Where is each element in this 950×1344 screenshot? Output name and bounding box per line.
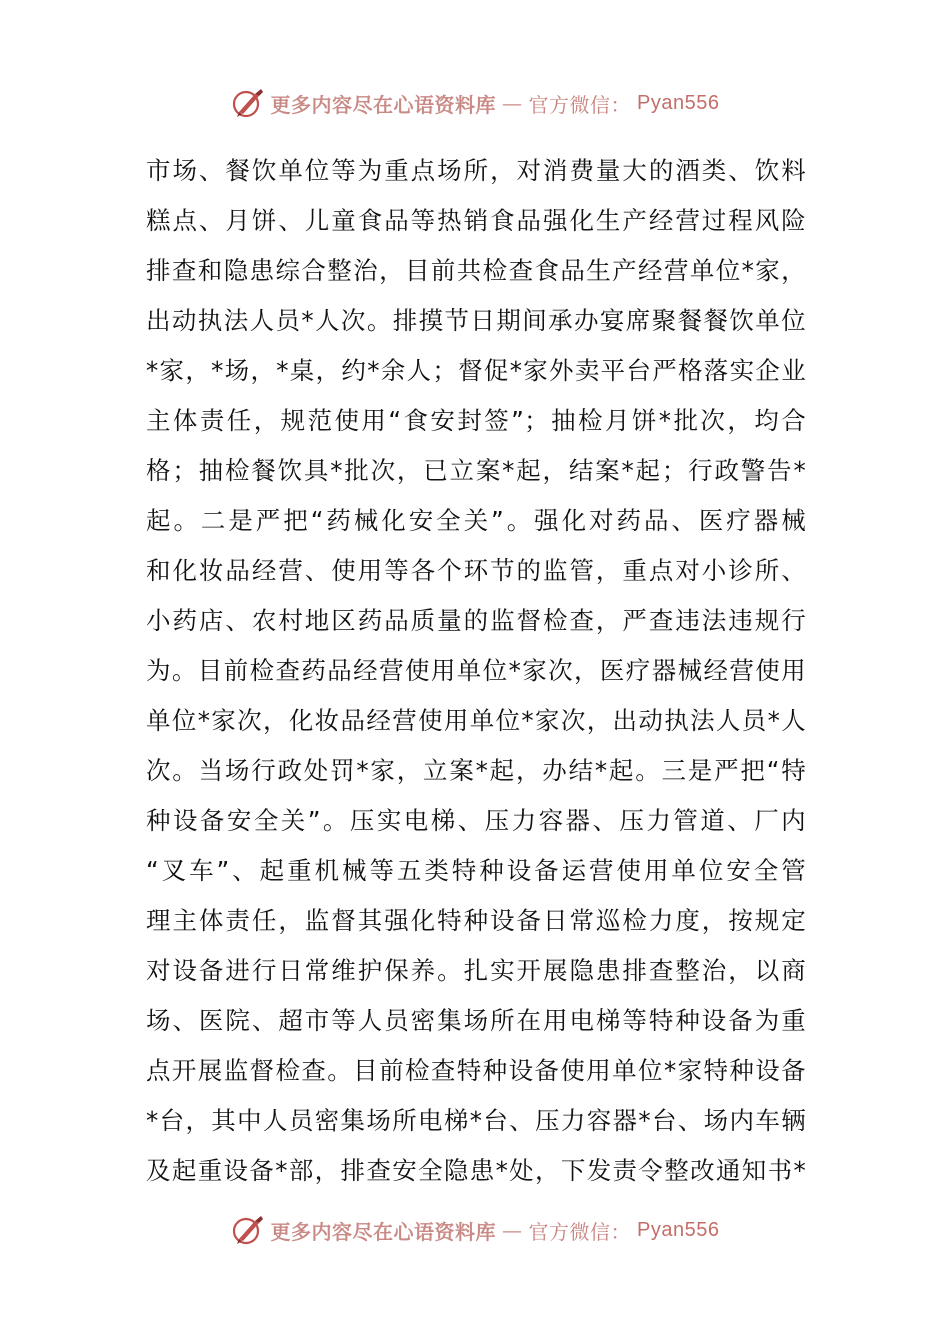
header-watermark [0, 83, 950, 123]
text-line: 小药店、农村地区药品质量的监督检查，严查违法违规行 [146, 606, 806, 635]
text-line: 市场、餐饮单位等为重点场所，对消费量大的酒类、饮料 [146, 156, 806, 185]
header-brand-text: 更多内容尽在心语资料库 [270, 92, 497, 117]
text-line: 排查和隐患综合整治，目前共检查食品生产经营单位*家， [146, 256, 806, 285]
text-line: 格；抽检餐饮具*批次，已立案*起，结案*起；行政警告* [146, 456, 806, 485]
text-line: 出动执法人员*人次。排摸节日期间承办宴席聚餐餐饮单位 [146, 306, 806, 335]
text-line: *台，其中人员密集场所电梯*台、压力容器*台、场内车辆 [146, 1106, 806, 1135]
header-separator: — [502, 91, 523, 115]
text-line: 为。目前检查药品经营使用单位*家次，医疗器械经营使用 [146, 656, 806, 685]
header-wechat-id: Pyan556 [637, 91, 720, 114]
pen-logo-icon [231, 86, 265, 120]
pen-logo-icon [231, 1213, 265, 1247]
text-line: 及起重设备*部，排查安全隐患*处，下发责令整改通知书* [146, 1156, 806, 1185]
text-line: 起。二是严把“药械化安全关”。强化对药品、医疗器械 [146, 506, 806, 535]
text-line: 单位*家次，化妆品经营使用单位*家次，出动执法人员*人 [146, 706, 806, 735]
footer-watermark [0, 1210, 950, 1250]
text-line: 和化妆品经营、使用等各个环节的监管，重点对小诊所、 [146, 556, 806, 585]
text-line: 次。当场行政处罚*家，立案*起，办结*起。三是严把“特 [146, 756, 806, 785]
footer-separator: — [502, 1218, 523, 1242]
text-line: 糕点、月饼、儿童食品等热销食品强化生产经营过程风险 [146, 206, 806, 235]
header-wechat-label: 官方微信： [528, 92, 632, 117]
text-line: 场、医院、超市等人员密集场所在用电梯等特种设备为重 [146, 1006, 806, 1035]
text-line: 点开展监督检查。目前检查特种设备使用单位*家特种设备 [146, 1056, 806, 1085]
text-line: 种设备安全关”。压实电梯、压力容器、压力管道、厂内 [146, 806, 806, 835]
document-body [146, 146, 806, 1196]
text-line: 主体责任，规范使用“食安封签”；抽检月饼*批次，均合 [146, 406, 806, 435]
footer-brand-text: 更多内容尽在心语资料库 [270, 1219, 497, 1244]
footer-wechat-label: 官方微信： [528, 1219, 632, 1244]
text-line: 对设备进行日常维护保养。扎实开展隐患排查整治，以商 [146, 956, 806, 985]
text-line: *家，*场，*桌，约*余人；督促*家外卖平台严格落实企业 [146, 356, 806, 385]
footer-wechat-id: Pyan556 [637, 1218, 720, 1241]
text-line: 理主体责任，监督其强化特种设备日常巡检力度，按规定 [146, 906, 806, 935]
text-line: “叉车”、起重机械等五类特种设备运营使用单位安全管 [146, 856, 806, 885]
